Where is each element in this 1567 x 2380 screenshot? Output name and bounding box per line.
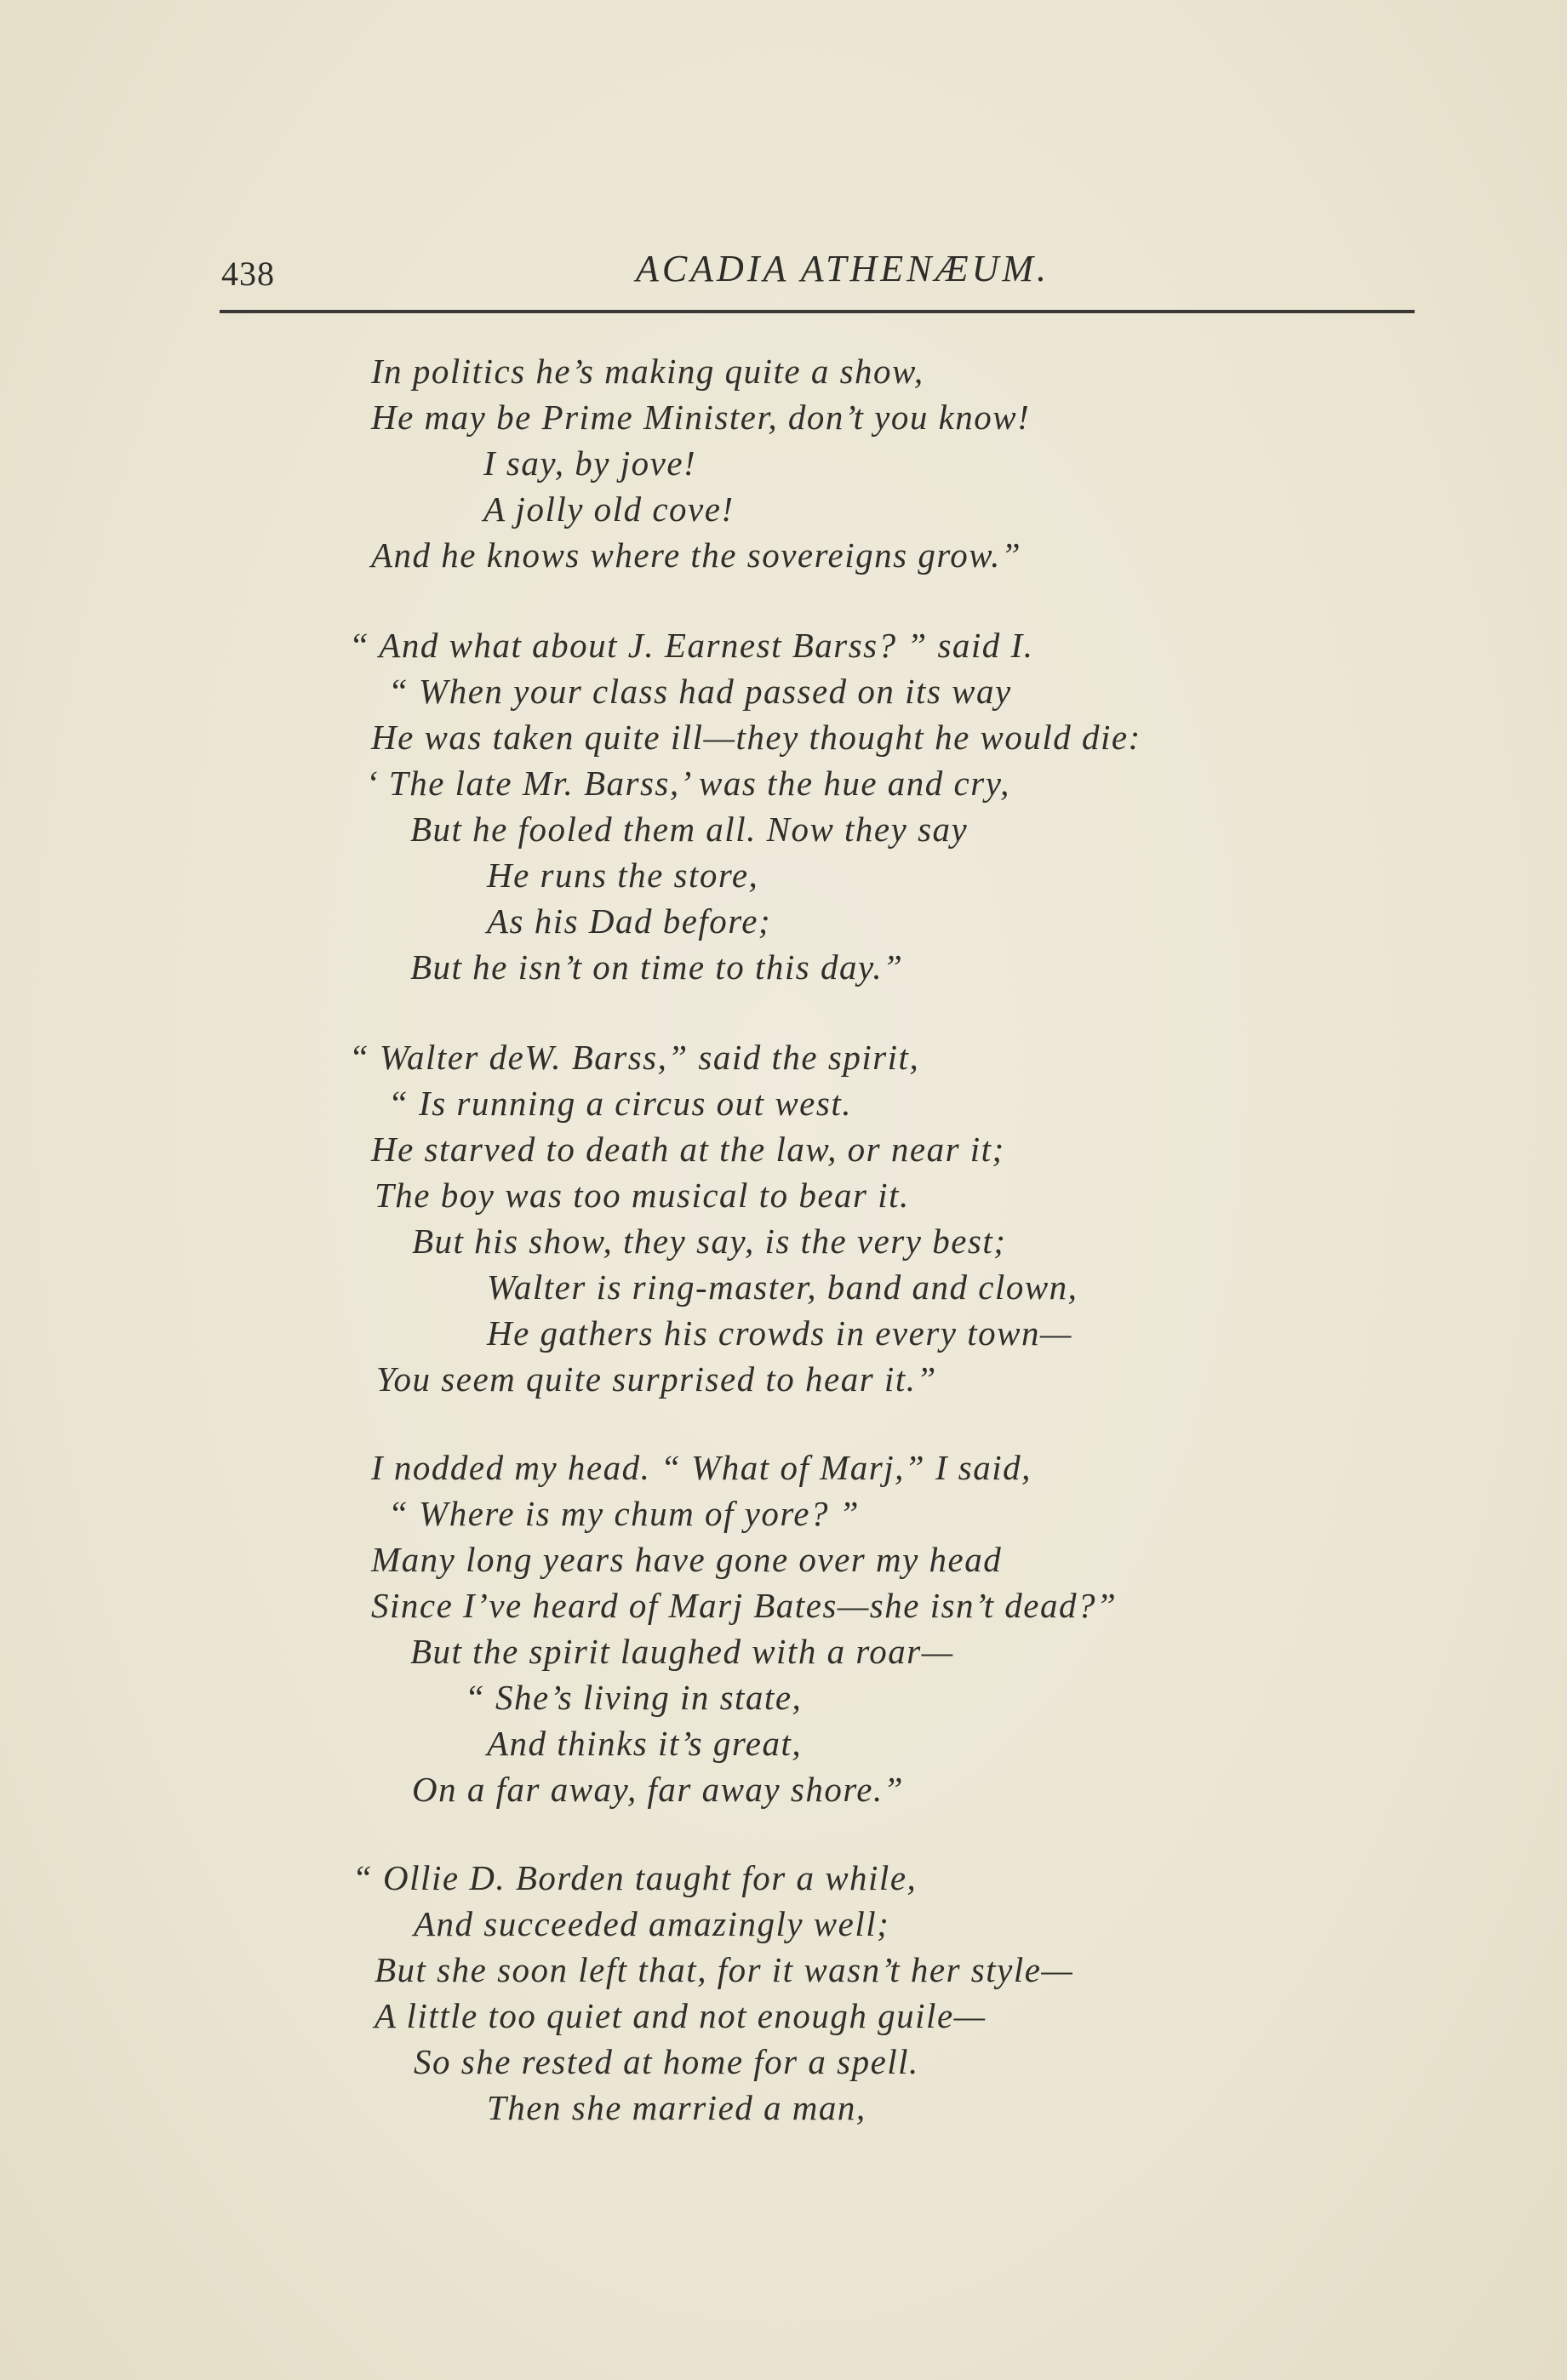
poem-line: He may be Prime Minister, don’t you know!	[371, 398, 1031, 437]
poem-line: He gathers his crowds in every town—	[487, 1313, 1072, 1353]
poem-line: As his Dad before;	[487, 901, 772, 941]
poem-line: He runs the store,	[487, 855, 759, 895]
header-rule	[220, 310, 1415, 313]
poem-line: “ When your class had passed on its way	[388, 672, 1012, 711]
poem-line: “ Ollie D. Borden taught for a while,	[352, 1858, 918, 1897]
poem-line: A little too quiet and not enough guile—	[375, 1996, 987, 2035]
poem-line: I say, by jove!	[483, 443, 697, 483]
poem-line: I nodded my head. “ What of Marj,” I said,	[371, 1448, 1032, 1487]
poem-line: You seem quite surprised to hear it.”	[376, 1359, 937, 1399]
page-header	[221, 247, 1413, 298]
poem-line: Since I’ve heard of Marj Bates—she isn’t dead?”	[371, 1586, 1118, 1625]
poem-line: “ She’s living in state,	[465, 1678, 803, 1717]
poem-line: So she rested at home for a spell.	[414, 2042, 919, 2081]
poem-line: Then she married a man,	[487, 2088, 866, 2127]
poem-line: The boy was too musical to bear it.	[375, 1176, 910, 1215]
page-number: 438	[221, 255, 275, 293]
poem-line: And succeeded amazingly well;	[414, 1904, 890, 1943]
poem-line: “ And what about J. Earnest Barss? ” said I.	[349, 626, 1034, 665]
poem-line: He starved to death at the law, or near it;	[371, 1130, 1005, 1169]
poem-line: ‘ The late Mr. Barss,’ was the hue and cry,	[366, 764, 1010, 803]
poem-line: Walter is ring-master, band and clown,	[487, 1267, 1078, 1307]
poem-line: “ Walter deW. Barss,” said the spirit,	[349, 1038, 920, 1077]
poem-line: Many long years have gone over my head	[371, 1540, 1003, 1579]
poem-line: In politics he’s making quite a show,	[371, 352, 924, 391]
poem-line: “ Where is my chum of yore? ”	[388, 1494, 861, 1533]
poem-line: On a far away, far away shore.”	[412, 1770, 905, 1809]
poem-line: But the spirit laughed with a roar—	[410, 1632, 954, 1671]
poem-line: “ Is running a circus out west.	[388, 1084, 852, 1123]
poem-line: He was taken quite ill—they thought he would die:	[371, 718, 1141, 757]
running-head: ACADIA ATHENÆUM.	[635, 248, 1050, 289]
poem-line: But he fooled them all. Now they say	[410, 810, 969, 849]
poem-line: But his show, they say, is the very best;	[412, 1221, 1007, 1261]
poem-line: And thinks it’s great,	[487, 1724, 803, 1763]
poem-line: A jolly old cove!	[483, 489, 735, 529]
poem-line: And he knows where the sovereigns grow.”	[371, 535, 1022, 575]
poem-line: But he isn’t on time to this day.”	[410, 947, 904, 987]
poem-line: But she soon left that, for it wasn’t her style—	[375, 1950, 1074, 1989]
